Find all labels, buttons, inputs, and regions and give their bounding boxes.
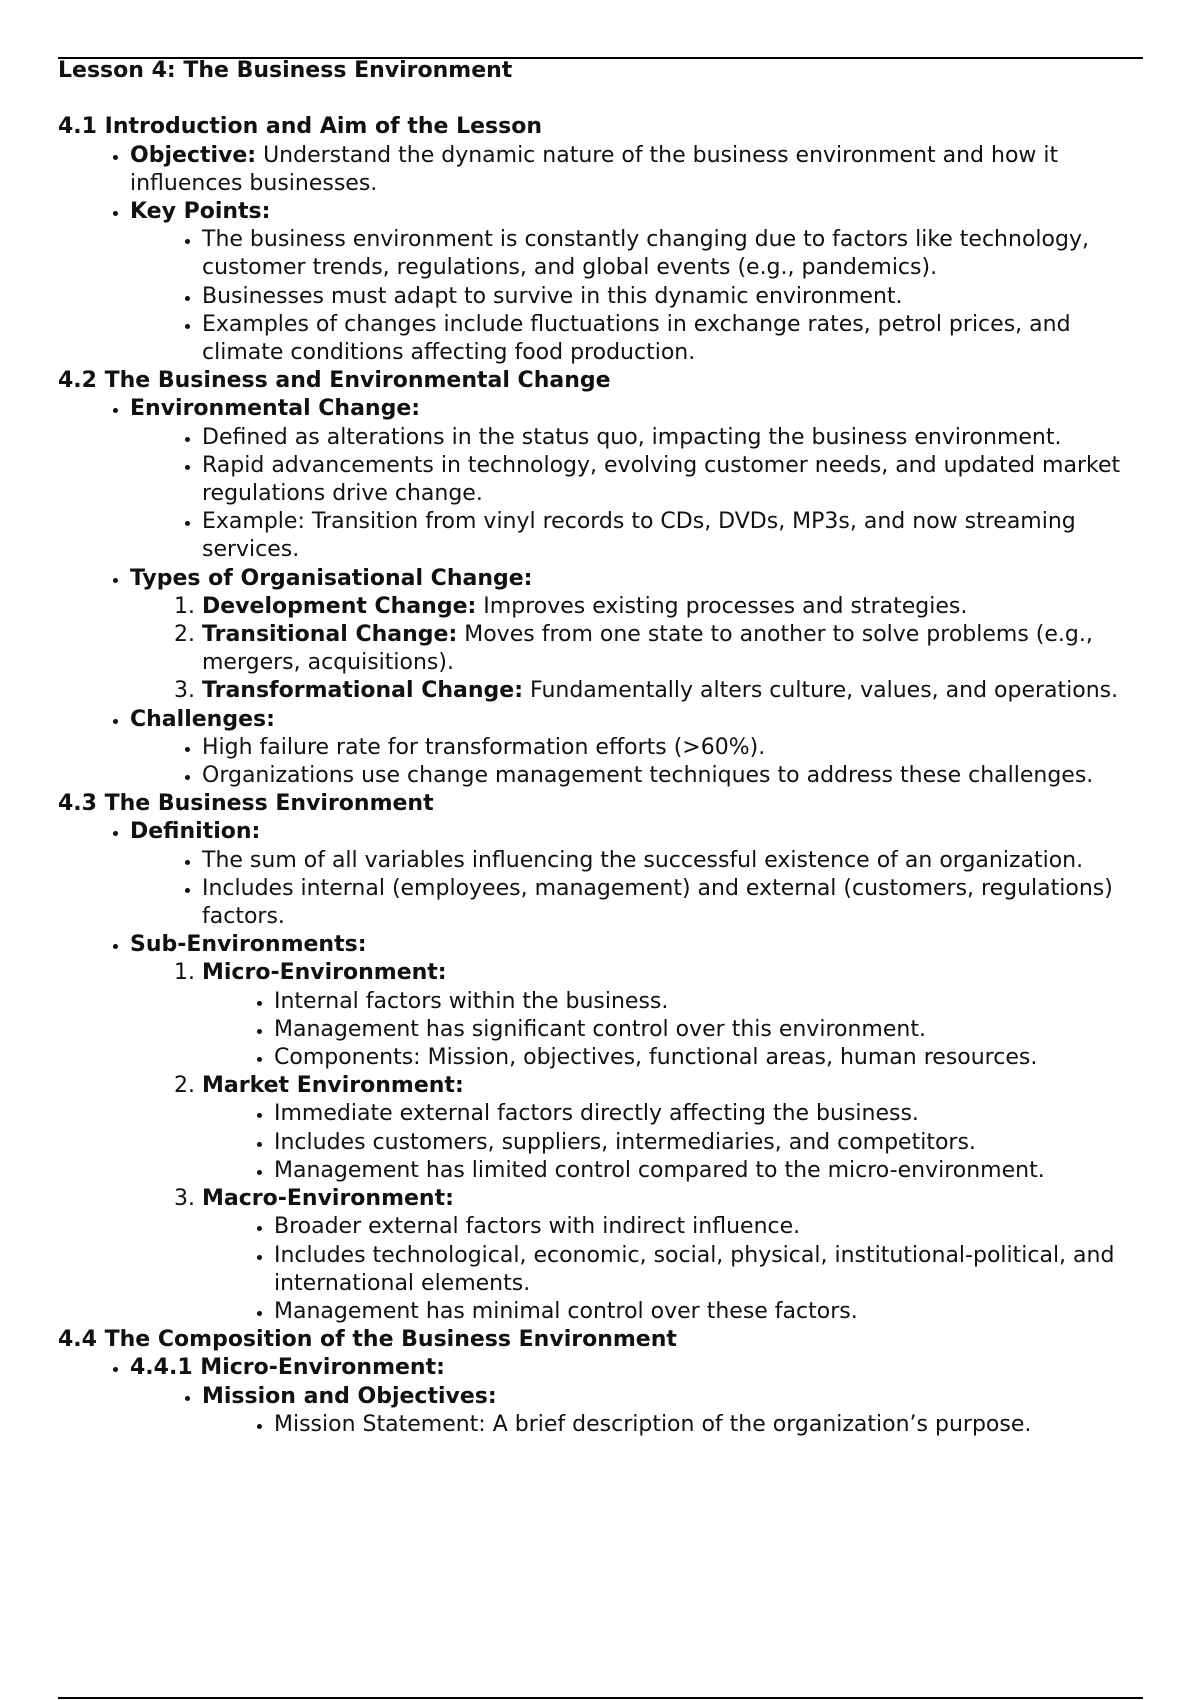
list-item [202, 621, 1143, 677]
env-change-label: Environmental Change: [130, 396, 421, 422]
document-body [58, 57, 1143, 1439]
list-item: • Components: Mission, objectives, functional areas, human resources. [274, 1044, 1143, 1072]
list-item: • Organizations use change management techniques to address these challenges. [202, 762, 1143, 790]
section-heading-4-2: 4.2 The Business and Environmental Change [58, 368, 611, 394]
sub-env-label: Macro-Environment: [202, 1186, 454, 1212]
list-item: • Businesses must adapt to survive in this dynamic environment. [202, 283, 1143, 311]
env-change-list [130, 424, 1143, 565]
list-item: • Broader external factors with indirect influence. [274, 1213, 1143, 1241]
list-item: • Examples of changes include fluctuations in exchange rates, petrol prices, and climate conditions affecting food production. [202, 311, 1143, 367]
sub-env-items [202, 1100, 1143, 1185]
list-item: • Management has limited control compared to the micro-environment. [274, 1157, 1143, 1185]
section-4-4-list [58, 1354, 1143, 1439]
list-item: • The business environment is constantly changing due to factors like technology, customer trends, regulations, and global events (e.g., pandemics). [202, 226, 1143, 282]
sub-environments-list [130, 959, 1143, 1326]
type-text: Improves existing processes and strategies. [476, 593, 968, 619]
lesson-title: Lesson 4: The Business Environment [58, 58, 513, 83]
mission-label: Mission and Objectives: [202, 1383, 497, 1409]
type-text: Moves from one state to another to solve problems (e.g., mergers, acquisitions). [202, 622, 1093, 676]
list-item: • Mission Statement: A brief description of the organization’s purpose. [274, 1411, 1143, 1439]
definition-label: Definition: [130, 819, 261, 845]
type-label: Development Change: [202, 593, 477, 619]
section-4-1-list [58, 142, 1143, 368]
key-points-item [130, 198, 1143, 367]
list-item: • Includes internal (employees, management) and external (customers, regulations) factors. [202, 875, 1143, 931]
challenges-item [130, 706, 1143, 791]
list-item: • Management has significant control over this environment. [274, 1016, 1143, 1044]
spacer [58, 85, 1143, 113]
types-list [130, 593, 1143, 706]
section-heading-4-1: 4.1 Introduction and Aim of the Lesson [58, 114, 542, 140]
list-item [202, 1072, 1143, 1185]
objective-item [130, 142, 1143, 198]
list-item: • Rapid advancements in technology, evolving customer needs, and updated market regulations drive change. [202, 452, 1143, 508]
type-label: Transformational Change: [202, 678, 524, 704]
env-change-item [130, 395, 1143, 564]
list-item: • Management has minimal control over these factors. [274, 1298, 1143, 1326]
section-4-2-list [58, 395, 1143, 790]
list-item [202, 1185, 1143, 1326]
key-points-label: Key Points: [130, 198, 271, 224]
micro-environment-item [130, 1354, 1143, 1439]
challenges-list [130, 734, 1143, 790]
challenges-label: Challenges: [130, 706, 275, 732]
sub-env-label: Market Environment: [202, 1073, 464, 1099]
types-label: Types of Organisational Change: [130, 565, 533, 591]
type-text: Fundamentally alters culture, values, and operations. [523, 678, 1119, 704]
type-label: Transitional Change: [202, 622, 458, 648]
sub-environments-label: Sub-Environments: [130, 932, 367, 958]
list-item: • Internal factors within the business. [274, 988, 1143, 1016]
list-item: • The sum of all variables influencing the successful existence of an organization. [202, 847, 1143, 875]
list-item: • Example: Transition from vinyl records to CDs, DVDs, MP3s, and now streaming services. [202, 508, 1143, 564]
bottom-rule [58, 1697, 1143, 1699]
section-heading-4-4: 4.4 The Composition of the Business Environment [58, 1327, 677, 1353]
list-item [202, 593, 1143, 621]
sub-env-items [202, 988, 1143, 1073]
list-item [202, 677, 1143, 705]
definition-item [130, 818, 1143, 931]
objective-label: Objective: [130, 142, 257, 168]
types-item [130, 565, 1143, 706]
objective-text: Understand the dynamic nature of the business environment and how it influences businesses. [130, 142, 1059, 196]
list-item: • Defined as alterations in the status quo, impacting the business environment. [202, 424, 1143, 452]
list-item [202, 959, 1143, 1072]
key-points-list [130, 226, 1143, 367]
list-item: • Includes customers, suppliers, intermediaries, and competitors. [274, 1129, 1143, 1157]
mission-item [202, 1383, 1143, 1439]
sub-env-label: Micro-Environment: [202, 960, 447, 986]
section-4-3-list [58, 818, 1143, 1326]
list-item: • High failure rate for transformation efforts (>60%). [202, 734, 1143, 762]
section-heading-4-3: 4.3 The Business Environment [58, 791, 434, 817]
micro-environment-list [130, 1383, 1143, 1439]
sub-env-items [202, 1213, 1143, 1326]
list-item: • Immediate external factors directly affecting the business. [274, 1100, 1143, 1128]
micro-environment-label: 4.4.1 Micro-Environment: [130, 1355, 445, 1381]
definition-list [130, 847, 1143, 932]
sub-environments-item [130, 931, 1143, 1326]
list-item: • Includes technological, economic, social, physical, institutional-political, and international elements. [274, 1242, 1143, 1298]
mission-list [202, 1411, 1143, 1439]
